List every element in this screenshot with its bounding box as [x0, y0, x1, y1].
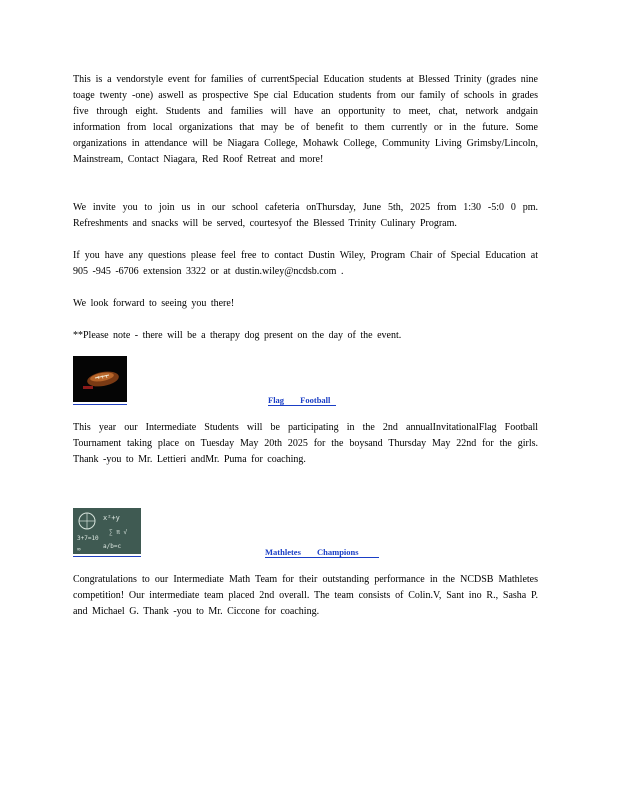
svg-text:3+7=10: 3+7=10 [77, 535, 99, 542]
svg-text:∞: ∞ [77, 546, 81, 553]
mathletes-title[interactable]: Mathletes Champions [265, 547, 379, 558]
football-icon [73, 356, 127, 402]
intro-paragraph-1: This is a vendorstyle event for families of currentSpecial Education students at Blessed Trinity (grades nine toage twenty -one) aswell as prospective Spe cial Education students from our family of schools in grades five through eight. Students and families will have an opportunity to meet, chat, network andgain information from local organizations that may be of benefit to them currently or in the future. Some organizations in attendance will be Niagara College, Mohawk College, Community Living Grimsby/Lincoln, Mainstream, Contact Niagara, Red Roof Retreat and more! [73, 74, 538, 165]
intro-paragraph-2: We invite you to join us in our school cafeteria onThursday, June 5th, 2025 from 1:30 -5:0 0 pm. Refreshments and snacks will be served, courtesyof the Blessed Trinity Culinary Program. [73, 202, 538, 229]
intro-paragraph-5: **Please note - there will be a therapy dog present on the day of the event. [73, 330, 402, 341]
intro-paragraph-4: We look forward to seeing you there! [73, 298, 235, 309]
mathletes-image-underline [73, 556, 141, 557]
football-image[interactable] [73, 356, 127, 402]
svg-text:x²+y: x²+y [103, 514, 120, 522]
football-image-underline [73, 404, 127, 405]
flag-football-title[interactable]: Flag Football [268, 395, 336, 406]
svg-text:∑ π √: ∑ π √ [109, 529, 128, 536]
mathletes-image[interactable] [73, 508, 141, 554]
math-chalkboard-icon [73, 508, 141, 554]
mathletes-body: Congratulations to our Intermediate Math Team for their outstanding performance in the NCDSB Mathletes competition! Our intermediate team placed 2nd overall. The team consists of Colin.V, Sant ino R., Sasha P. and Michael G. Thank -you to Mr. Ciccone for coaching. [73, 574, 538, 617]
svg-text:a/b=c: a/b=c [103, 543, 122, 550]
intro-paragraph-3: If you have any questions please feel free to contact Dustin Wiley, Program Chair of Special Education at 905 -945 -6706 extension 3322 or at dustin.wiley@ncdsb.com . [73, 250, 538, 277]
flag-football-body: This year our Intermediate Students will be participating in the 2nd annualInvitationalFlag Football Tournament taking place on Tuesday May 20th 2025 for the boysand Thursday May 22nd for the girls. Thank -you to Mr. Lettieri andMr. Puma for coaching. [73, 422, 538, 465]
